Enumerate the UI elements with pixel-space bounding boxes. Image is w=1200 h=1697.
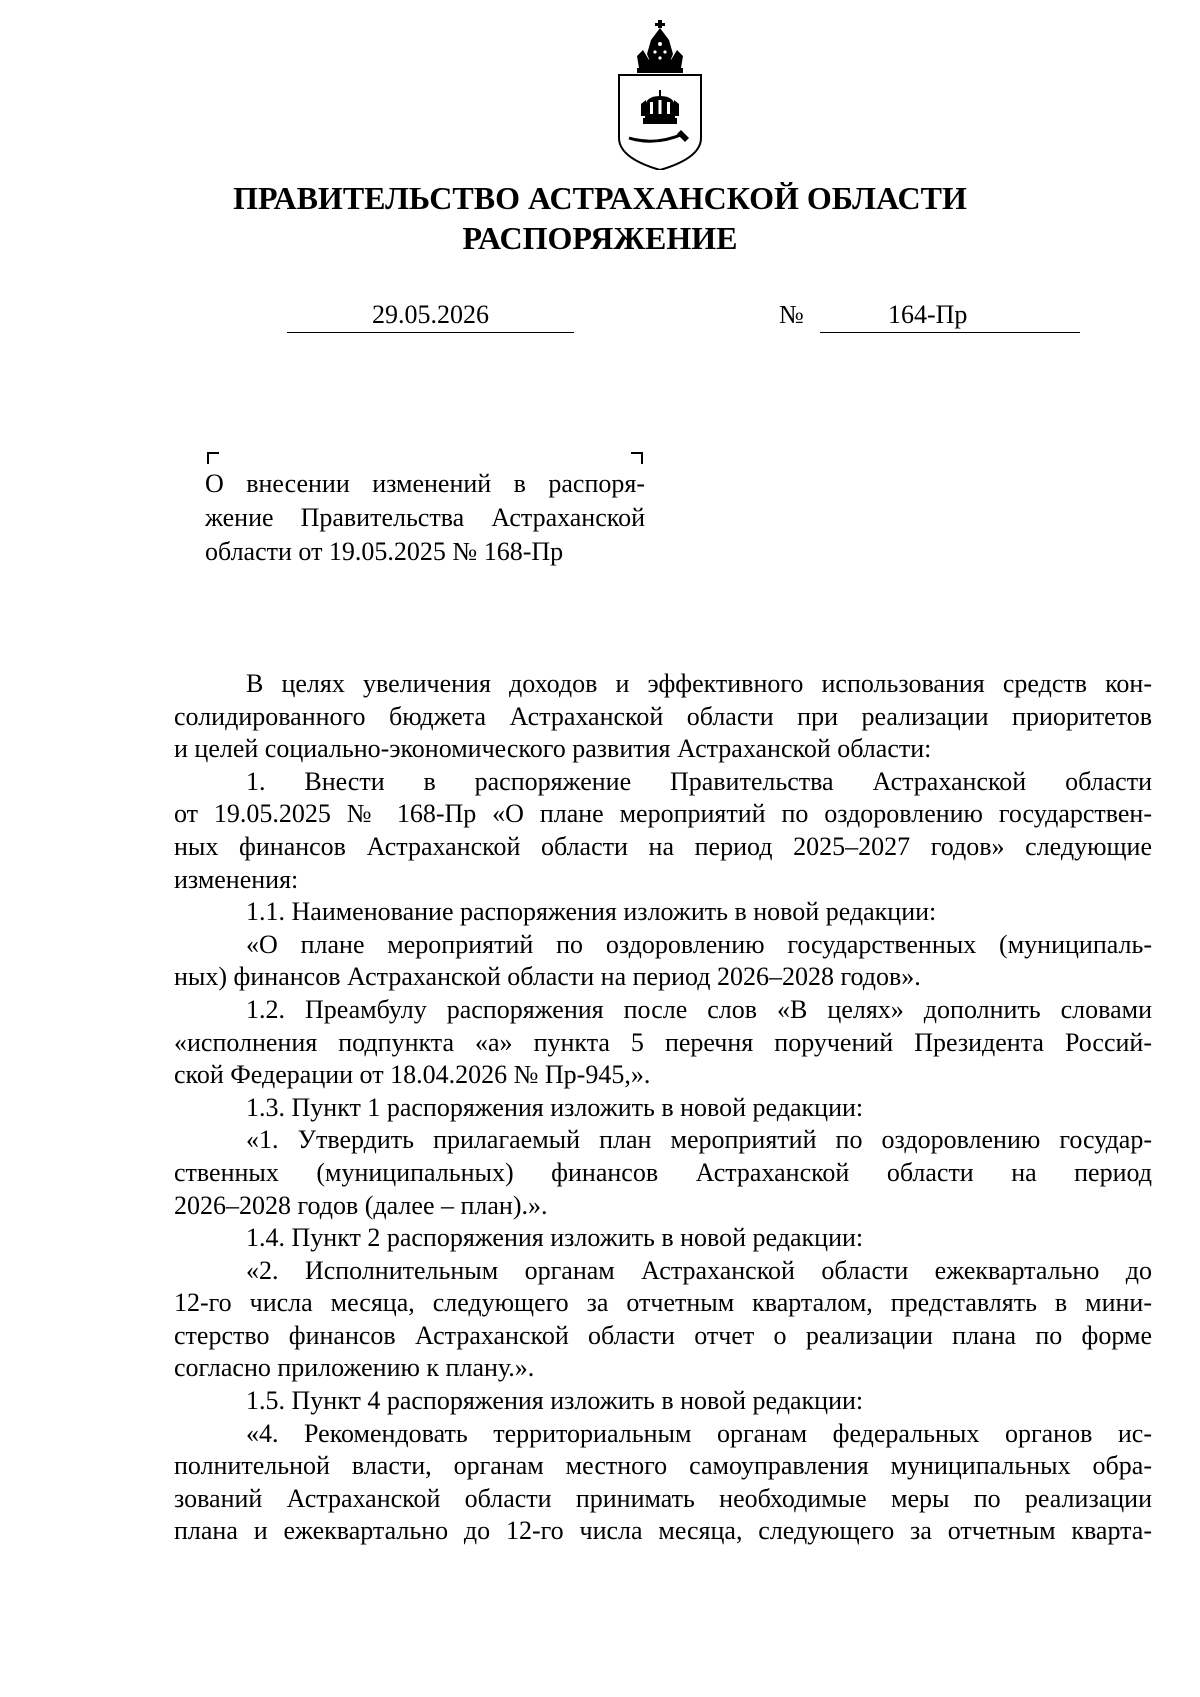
document-type: РАСПОРЯЖЕНИЕ bbox=[462, 220, 738, 256]
subject-line: области от 19.05.2025 № 168-Пр bbox=[205, 537, 564, 566]
body-line: «2. Исполнительным органам Астраханской области ежеквартально до bbox=[246, 1255, 1152, 1285]
body-line: 1.2. Преамбулу распоряжения после слов «В целях» дополнить словами bbox=[246, 994, 1152, 1024]
body-line: 2026–2028 годов (далее – план).». bbox=[174, 1190, 548, 1220]
coat-of-arms-icon bbox=[615, 20, 705, 170]
body-line: ственных (муниципальных) финансов Астраханской области на период bbox=[174, 1157, 1152, 1187]
body-line: от 19.05.2025 № 168-Пр «О плане мероприятий по оздоровлению государствен- bbox=[174, 799, 1152, 829]
organization-title: ПРАВИТЕЛЬСТВО АСТРАХАНСКОЙ ОБЛАСТИ bbox=[233, 180, 967, 216]
body-line: 1.1. Наименование распоряжения изложить в новой редакции: bbox=[246, 897, 937, 927]
body-line: стерство финансов Астраханской области отчет о реализации плана по форме bbox=[174, 1320, 1152, 1350]
subject-bracket-right bbox=[631, 452, 643, 464]
document-body bbox=[174, 668, 1152, 1548]
body-line: согласно приложению к плану.». bbox=[174, 1353, 535, 1383]
body-line: «4. Рекомендовать территориальным органам федеральных органов ис- bbox=[246, 1418, 1152, 1448]
body-line: плана и ежеквартально до 12-го числа месяца, следующего за отчетным кварта- bbox=[174, 1516, 1152, 1546]
body-line: 1. Внести в распоряжение Правительства Астраханской области bbox=[246, 766, 1152, 796]
number-sign: № bbox=[779, 300, 804, 329]
body-line: и целей социально-экономического развития Астраханской области: bbox=[174, 734, 932, 764]
subject-line: жение Правительства Астраханской bbox=[205, 503, 645, 532]
body-line: 1.5. Пункт 4 распоряжения изложить в новой редакции: bbox=[246, 1386, 864, 1416]
body-line: «О плане мероприятий по оздоровлению государственных (муниципаль- bbox=[246, 929, 1152, 959]
body-line: изменения: bbox=[174, 864, 299, 894]
body-line: 12-го числа месяца, следующего за отчетным кварталом, представлять в мини- bbox=[174, 1288, 1152, 1318]
body-line: «исполнения подпункта «а» пункта 5 перечня поручений Президента Россий- bbox=[174, 1027, 1152, 1057]
body-line: ных финансов Астраханской области на период 2025–2027 годов» следующие bbox=[174, 831, 1152, 861]
document-date: 29.05.2026 bbox=[287, 300, 574, 333]
body-line: ской Федерации от 18.04.2026 № Пр-945,». bbox=[174, 1060, 651, 1090]
body-line: 1.3. Пункт 1 распоряжения изложить в новой редакции: bbox=[246, 1092, 864, 1122]
body-line: полнительной власти, органам местного самоуправления муниципальных обра- bbox=[174, 1451, 1152, 1481]
body-line: В целях увеличения доходов и эффективного использования средств кон- bbox=[246, 669, 1152, 698]
body-line: солидированного бюджета Астраханской области при реализации приоритетов bbox=[174, 701, 1152, 731]
body-line: «1. Утвердить прилагаемый план мероприятий по оздоровлению государ- bbox=[246, 1125, 1152, 1155]
document-subject bbox=[205, 467, 645, 569]
body-line: зований Астраханской области принимать необходимые меры по реализации bbox=[174, 1483, 1152, 1513]
body-line: ных) финансов Астраханской области на период 2026–2028 годов». bbox=[174, 962, 921, 992]
subject-bracket-left bbox=[207, 452, 219, 464]
body-line: 1.4. Пункт 2 распоряжения изложить в новой редакции: bbox=[246, 1223, 864, 1253]
subject-line: О внесении изменений в распоря- bbox=[205, 469, 645, 498]
document-number: 164-Пр bbox=[820, 300, 1080, 333]
